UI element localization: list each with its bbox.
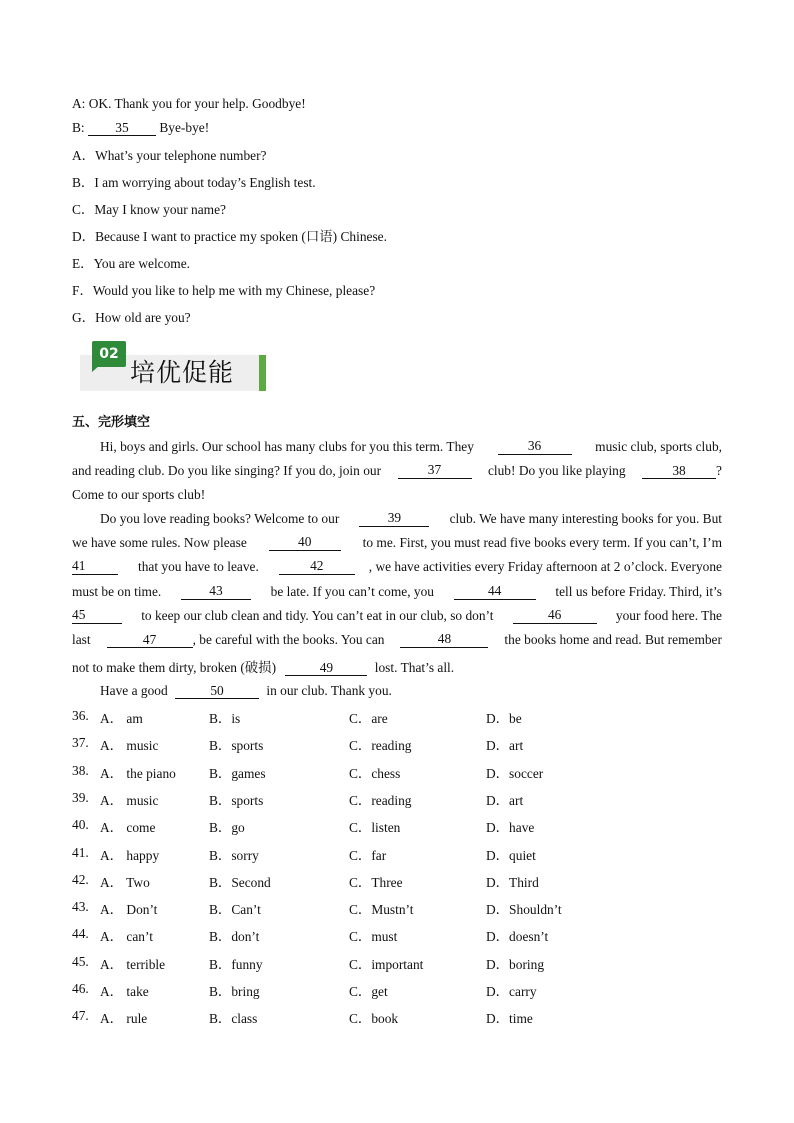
- option-a[interactable]: A． can’t: [100, 929, 153, 945]
- passage-text: to me. First, you must read five books every term. If you can’t, I’m: [362, 535, 722, 550]
- passage-text: Have a good: [100, 683, 168, 698]
- option-a[interactable]: A． the piano: [100, 765, 176, 781]
- passage-text: Do you love reading books? Welcome to our: [100, 511, 340, 526]
- passage-text: your food here. The: [615, 608, 722, 623]
- question-number: 42.: [72, 871, 89, 887]
- banner-title: 培优促能: [130, 358, 235, 387]
- blank-44[interactable]: 44: [454, 584, 536, 600]
- passage-text: to keep our club clean and tidy. You can’t eat in our club, so don’t: [141, 608, 494, 623]
- passage-line-1: [100, 439, 722, 455]
- passage-text: tell us before Friday. Third, it’s: [555, 584, 722, 599]
- option-c[interactable]: C．reading: [349, 792, 412, 808]
- passage-text: last: [72, 632, 91, 647]
- passage-text: Hi, boys and girls. Our school has many clubs for you this term. They: [100, 439, 474, 454]
- option-d[interactable]: D．Shouldn’t: [486, 902, 562, 918]
- dialogue-b-suffix: Bye-bye!: [156, 120, 210, 135]
- passage-text: music club, sports club,: [595, 439, 722, 454]
- question-number: 37.: [72, 735, 89, 751]
- passage-line-5: [72, 535, 722, 551]
- blank-42[interactable]: 42: [279, 559, 355, 575]
- option-a[interactable]: A． come: [100, 820, 156, 836]
- blank-40[interactable]: 40: [269, 535, 341, 551]
- dialogue-line-a: A: OK. Thank you for your help. Goodbye!: [72, 96, 306, 111]
- choice-item: [72, 199, 226, 218]
- option-d[interactable]: D．have: [486, 820, 535, 836]
- passage-text: that you have to leave.: [137, 559, 259, 574]
- choice-text: Would you like to help me with my Chinese, please?: [92, 283, 376, 298]
- passage-blank-38-group: [642, 463, 722, 479]
- dialogue-line-b: [72, 120, 209, 136]
- passage-line-8: [72, 608, 722, 624]
- passage-blank-47-group: [107, 632, 385, 648]
- option-a[interactable]: A． music: [100, 738, 159, 754]
- option-c[interactable]: C．book: [349, 1011, 399, 1027]
- blank-41[interactable]: 41: [72, 559, 118, 575]
- question-number: 43.: [72, 899, 89, 915]
- question-number: 45.: [72, 953, 89, 969]
- option-b[interactable]: B．funny: [209, 956, 263, 972]
- option-b[interactable]: B．sports: [209, 738, 264, 754]
- passage-text: club! Do you like playing: [487, 463, 626, 478]
- option-d[interactable]: D．quiet: [486, 847, 536, 863]
- choice-letter: E．: [72, 256, 94, 271]
- banner-accent-bar: [259, 355, 266, 391]
- choice-item: [72, 145, 266, 164]
- option-d[interactable]: D．doesn’t: [486, 929, 549, 945]
- option-c[interactable]: C．must: [349, 929, 398, 945]
- choice-text: You are welcome.: [93, 256, 191, 271]
- choice-letter: D．: [72, 229, 96, 244]
- passage-text: in our club. Thank you.: [266, 683, 392, 698]
- option-b[interactable]: B．don’t: [209, 929, 260, 945]
- option-b[interactable]: B．sports: [209, 792, 264, 808]
- blank-45[interactable]: 45: [72, 608, 122, 624]
- question-number: 41.: [72, 844, 89, 860]
- passage-line-6: [72, 559, 722, 575]
- blank-49[interactable]: 49: [285, 661, 367, 676]
- choice-text: I am worrying about today’s English test.: [94, 175, 316, 190]
- section-title: 五、完形填空: [72, 415, 151, 430]
- option-c[interactable]: C．important: [349, 956, 424, 972]
- option-b[interactable]: B．Second: [209, 874, 271, 890]
- blank-38[interactable]: 38: [642, 464, 716, 479]
- question-number: 44.: [72, 926, 89, 942]
- question-number: 47.: [72, 1008, 89, 1024]
- passage-text: , we have activities every Friday afternoon at 2 o’clock. Everyone: [368, 559, 722, 574]
- question-number: 39.: [72, 789, 89, 805]
- blank-37[interactable]: 37: [398, 463, 472, 479]
- passage-text: must be on time.: [72, 584, 162, 599]
- option-b[interactable]: B．games: [209, 765, 266, 781]
- blank-50[interactable]: 50: [175, 684, 259, 699]
- option-a[interactable]: A． music: [100, 792, 159, 808]
- passage-line-10: [72, 657, 454, 676]
- option-b[interactable]: B．go: [209, 820, 245, 836]
- option-a[interactable]: A． Don’t: [100, 902, 158, 918]
- banner-number-tag: 02: [92, 341, 126, 367]
- question-number: 40.: [72, 817, 89, 833]
- passage-line-11: [100, 683, 392, 699]
- option-c[interactable]: C．Three: [349, 874, 403, 890]
- passage-text: be late. If you can’t come, you: [270, 584, 434, 599]
- choice-letter: A．: [72, 148, 96, 163]
- option-b[interactable]: B．is: [209, 711, 241, 726]
- option-c[interactable]: C．listen: [349, 820, 401, 836]
- blank-43[interactable]: 43: [181, 584, 251, 600]
- blank-36[interactable]: 36: [498, 439, 572, 455]
- option-a[interactable]: A． terrible: [100, 956, 166, 972]
- option-d[interactable]: D．be: [486, 711, 522, 726]
- choice-item: [72, 226, 387, 245]
- choice-letter: G．: [72, 310, 96, 325]
- option-b[interactable]: B．bring: [209, 984, 260, 999]
- question-number: 36.: [72, 708, 89, 723]
- blank-46[interactable]: 46: [513, 608, 597, 624]
- option-a[interactable]: A． happy: [100, 847, 160, 863]
- option-d[interactable]: D．carry: [486, 984, 537, 999]
- option-d[interactable]: D．art: [486, 792, 524, 808]
- passage-line-3: Come to our sports club!: [72, 487, 206, 502]
- blank-48[interactable]: 48: [400, 632, 488, 648]
- option-b[interactable]: B．Can’t: [209, 902, 261, 918]
- option-b[interactable]: B．sorry: [209, 847, 259, 863]
- option-c[interactable]: C．reading: [349, 738, 412, 754]
- blank-35[interactable]: 35: [88, 121, 156, 136]
- choice-text: Because I want to practice my spoken (口语) Chinese.: [95, 229, 387, 244]
- passage-line-9: [72, 632, 722, 648]
- section-banner: [80, 341, 266, 391]
- passage-line-2: [72, 463, 722, 479]
- option-b[interactable]: B．class: [209, 1011, 258, 1027]
- option-c[interactable]: C．chess: [349, 765, 401, 781]
- option-d[interactable]: D．art: [486, 738, 524, 754]
- choice-item: [72, 280, 375, 299]
- dialogue-b-prefix: B:: [72, 120, 88, 135]
- option-c[interactable]: C．are: [349, 711, 388, 726]
- blank-39[interactable]: 39: [359, 511, 429, 527]
- question-number: 46.: [72, 981, 89, 996]
- passage-text: club. We have many interesting books for you. But: [449, 511, 722, 526]
- passage-line-4: [100, 511, 722, 527]
- option-a[interactable]: A． rule: [100, 1011, 148, 1027]
- choice-letter: B．: [72, 175, 95, 190]
- passage-text: not to make them dirty, broken (破损): [72, 660, 277, 675]
- option-c[interactable]: C．get: [349, 984, 388, 999]
- option-d[interactable]: D．boring: [486, 956, 545, 972]
- choice-text: What’s your telephone number?: [95, 148, 267, 163]
- option-c[interactable]: C．Mustn’t: [349, 902, 414, 918]
- blank-47[interactable]: 47: [107, 633, 193, 648]
- passage-text: , be careful with the books. You can: [192, 632, 385, 647]
- option-c[interactable]: C．far: [349, 847, 387, 863]
- option-d[interactable]: D．Third: [486, 874, 539, 890]
- passage-text: and reading club. Do you like singing? If you do, join our: [72, 463, 382, 478]
- choice-item: [72, 253, 190, 272]
- passage-line-7: [72, 584, 722, 600]
- passage-text: lost. That’s all.: [374, 660, 455, 675]
- option-d[interactable]: D．soccer: [486, 765, 544, 781]
- option-a[interactable]: A． take: [100, 984, 149, 999]
- choice-item: [72, 307, 191, 326]
- option-d[interactable]: D．time: [486, 1011, 533, 1027]
- choice-letter: C．: [72, 202, 95, 217]
- question-number: 38.: [72, 762, 89, 778]
- option-a[interactable]: A． am: [100, 711, 143, 726]
- passage-text: we have some rules. Now please: [72, 535, 247, 550]
- option-a[interactable]: A． Two: [100, 874, 150, 890]
- choice-text: How old are you?: [95, 310, 191, 325]
- passage-text: ?: [716, 463, 722, 478]
- choice-item: [72, 172, 316, 191]
- choice-letter: F．: [72, 283, 93, 298]
- passage-text: the books home and read. But remember: [504, 632, 722, 647]
- choice-text: May I know your name?: [94, 202, 226, 217]
